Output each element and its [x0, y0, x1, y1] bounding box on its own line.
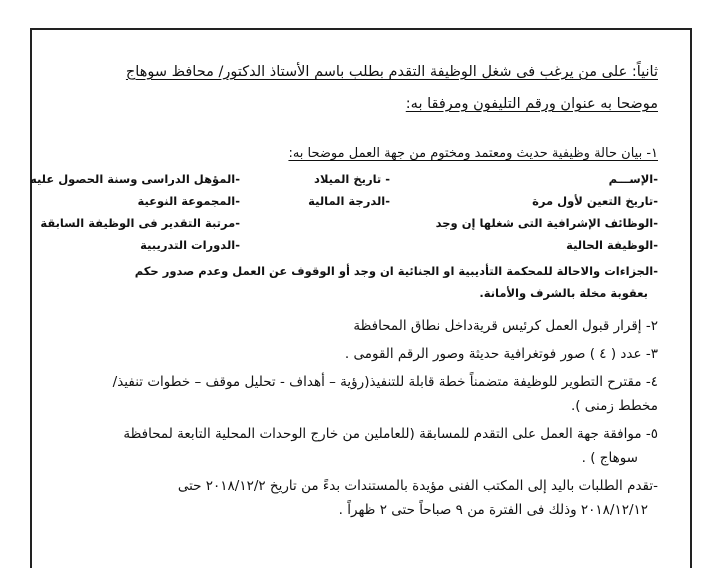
item-2: ٢- إقرار قبول العمل كرئيس قريةداخل نطاق المحافظة — [353, 318, 658, 334]
field-qualification: -المؤهل الدراسى وسنة الحصول عليه — [29, 172, 240, 186]
field-birth-date: - تاريخ الميلاد — [314, 172, 390, 186]
heading-line-1: ثانياً: على من يرغب فى شغل الوظيفة التقدم بطلب باسم الأستاذ الدكتور/ محافظ سوهاج — [125, 64, 658, 80]
field-name: -الإســـم — [608, 172, 658, 186]
field-financial-grade: -الدرجة المالية — [308, 194, 390, 208]
field-first-appointment: -تاريخ التعين لأول مرة — [532, 194, 658, 208]
item-5-line-1: ٥- موافقة جهة العمل على التقدم للمسابقة (للعاملين من خارج الوحدات المحلية التابعة لمحافظة — [123, 426, 658, 442]
field-penalties-line-2: بعقوبة مخلة بالشرف والأمانة. — [479, 286, 648, 300]
field-training-courses: -الدورات التدريبية — [140, 238, 240, 252]
field-previous-rating: -مرتبة التقدير فى الوظيفة السابقة — [40, 216, 240, 230]
note-line-1: -تقدم الطلبات باليد إلى المكتب الفنى مؤيدة بالمستندات بدءً من تاريخ ٢٠١٨/١٢/٢ حتى — [177, 478, 658, 494]
note-line-2: ٢٠١٨/١٢/١٢ وذلك فى الفترة من ٩ صباحاً حتى ٢ ظهراً . — [338, 502, 648, 518]
item-4-line-2: مخطط زمنى ). — [570, 398, 658, 414]
field-current-job: -الوظيفة الحالية — [566, 238, 658, 252]
field-penalties-line-1: -الجزاءات والاحالة للمحكمة التأديبية او الجنائية ان وجد أو الوقوف عن العمل وعدم صدور حكم — [134, 264, 658, 278]
item-1-title: ١- بيان حالة وظيفية حديث ومعتمد ومختوم من جهة العمل موضحا به: — [288, 146, 658, 161]
item-3: ٣- عدد ( ٤ ) صور فوتغرافية حديثة وصور الرقم القومى . — [344, 346, 658, 362]
field-specialty-group: -المجموعة النوعية — [137, 194, 240, 208]
heading-line-2: موضحا به عنوان ورقم التليفون ومرفقا به: — [405, 96, 658, 112]
item-4-line-1: ٤- مقترح التطوير للوظيفة متضمناً خطة قابلة للتنفيذ(رؤية – أهداف - تحليل موقف – خطوات تنفيذ/ — [112, 374, 658, 390]
field-supervisory-jobs: -الوظائف الإشرافية التى شغلها إن وجد — [435, 216, 658, 230]
item-5-line-2: سوهاج ) . — [581, 450, 638, 466]
